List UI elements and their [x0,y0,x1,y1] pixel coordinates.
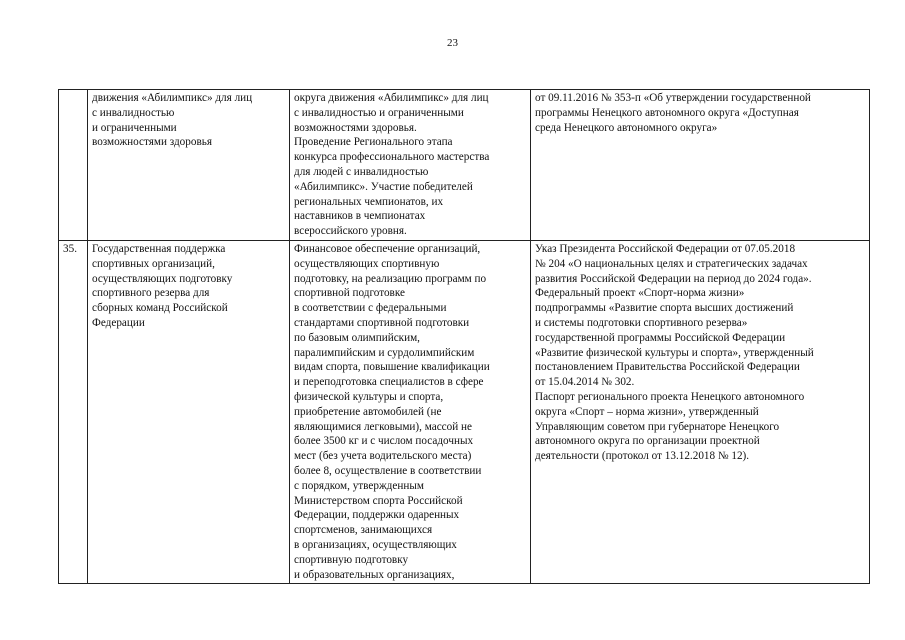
table-row [59,240,870,583]
table-row [59,90,870,241]
document-table [58,89,870,584]
measure-description-cell: округа движения «Абилимпикс» для лиц с инвалидностью и ограниченными возможностями здоровья. Проведение Регионального этапа конкурса профессионального мастерства для людей с инвалидностью «Абилимпикс». Участие победителей региональных чемпионатов, их наставников в чемпионатах всероссийского уровня. [290,90,531,241]
measure-name-cell: движения «Абилимпикс» для лиц с инвалидностью и ограниченными возможностями здоровья [88,90,290,241]
legal-basis-cell: от 09.11.2016 № 353-п «Об утверждении государственной программы Ненецкого автономного округа «Доступная среда Ненецкого автономного округа» [531,90,870,241]
row-number-cell [59,90,88,241]
row-number-cell: 35. [59,240,88,583]
page-number: 23 [447,37,458,49]
measure-name-cell: Государственная поддержка спортивных организаций, осуществляющих подготовку спортивного резерва для сборных команд Российской Федерации [88,240,290,583]
legal-basis-cell: Указ Президента Российской Федерации от 07.05.2018 № 204 «О национальных целях и стратегических задачах развития Российской Федерации на период до 2024 года». Федеральный проект «Спорт-норма жизни» подпрограммы «Развитие спорта высших достижений и системы подготовки спортивного резерва» государственной программы Российской Федерации «Развитие физической культуры и спорта», утвержденный постановлением Правительства Российской Федерации от 15.04.2014 № 302. Паспорт регионального проекта Ненецкого автономного округа «Спорт – норма жизни», утвержденный Управляющим советом при губернаторе Ненецкого автономного округа по организации проектной деятельности (протокол от 13.12.2018 № 12). [531,240,870,583]
measure-description-cell: Финансовое обеспечение организаций, осуществляющих спортивную подготовку, на реализацию программ по спортивной подготовке в соответствии с федеральными стандартами спортивной подготовки по базовым олимпийским, паралимпийским и сурдолимпийским видам спорта, повышение квалификации и переподготовка специалистов в сфере физической культуры и спорта, приобретение автомобилей (не являющимися легковыми), массой не более 3500 кг и с числом посадочных мест (без учета водительского места) более 8, осуществление в соответствии с порядком, утвержденным Министерством спорта Российской Федерации, поддержки одаренных спортсменов, занимающихся в организациях, осуществляющих спортивную подготовку и образовательных организациях, [290,240,531,583]
